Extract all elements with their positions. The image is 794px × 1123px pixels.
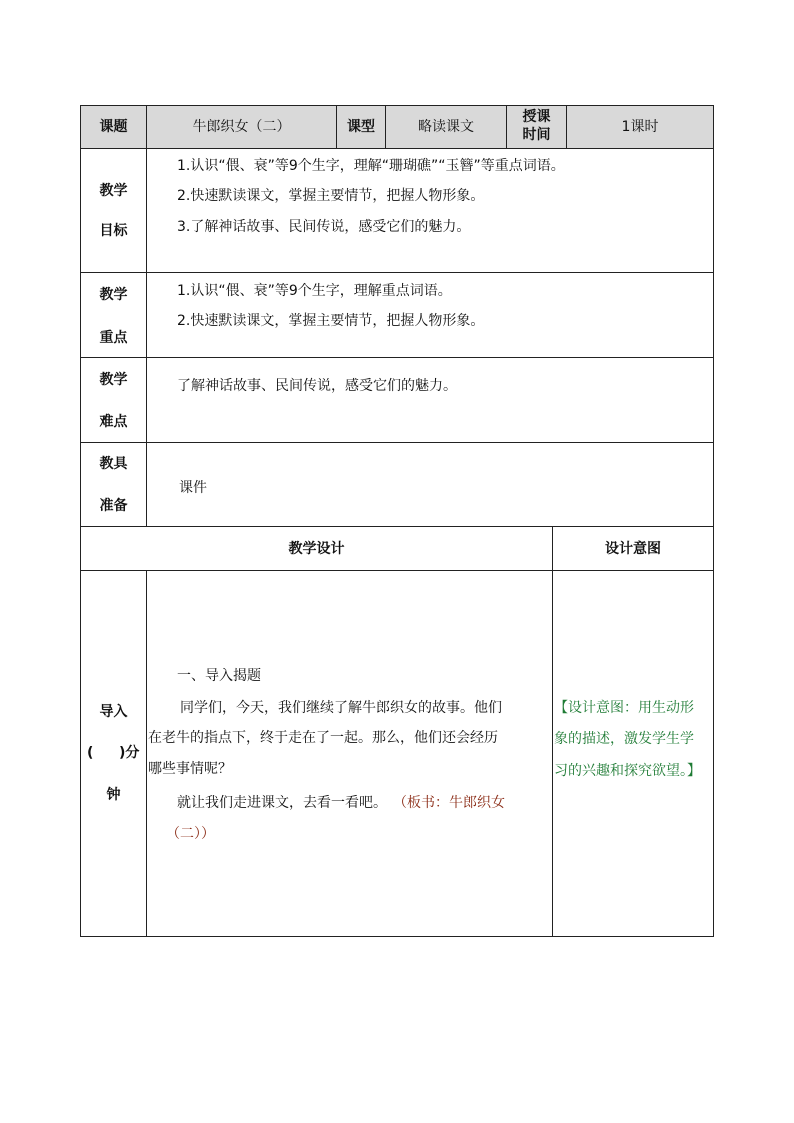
subject-value: 牛郎织女（二）: [192, 119, 291, 135]
difficulties-text: 了解神话故事、民间传说，感受它们的魅力。: [177, 378, 457, 394]
keypoint-item-2: 2.快速默读课文，掌握主要情节，把握人物形象。: [177, 313, 485, 329]
goals-label-line2: 目标: [99, 223, 128, 239]
time-label-line1: 授课: [522, 109, 551, 125]
time-label-line2: 时间: [522, 127, 551, 143]
intro-label-line2-open: (: [87, 745, 94, 761]
keypoint-item-1: 1.认识“偎、衰”等9个生字，理解重点词语。: [177, 283, 452, 299]
intro-label-line2-close: )分: [119, 745, 140, 761]
intro-content-cell: [146, 570, 553, 937]
type-label: 课型: [347, 119, 375, 135]
intent-text-line2: 象的描述，激发学生学: [554, 731, 694, 747]
intro-heading: 一、导入揭题: [177, 668, 261, 684]
difficulties-content-cell: [146, 357, 714, 443]
keypoints-label-line2: 重点: [99, 330, 128, 346]
blackboard-note-line2: （二））: [166, 826, 215, 842]
materials-text: 课件: [179, 480, 207, 496]
intro-paragraph2-text: 就让我们走进课文，去看一看吧。: [177, 795, 387, 811]
intent-text-line3: 习的兴趣和探究欲望。】: [554, 763, 701, 779]
design-header: 教学设计: [288, 541, 345, 557]
keypoints-label-line1: 教学: [99, 287, 128, 303]
difficulties-label-line1: 教学: [99, 372, 128, 388]
intro-paragraph1-line3: 哪些事情呢？: [148, 761, 232, 777]
intent-header: 设计意图: [605, 541, 661, 557]
goals-label-line1: 教学: [99, 183, 128, 199]
intro-intent-cell: [552, 570, 714, 937]
intent-text-line1: 【设计意图：用生动形: [554, 700, 694, 716]
difficulties-label-line2: 难点: [99, 414, 128, 430]
subject-label: 课题: [99, 119, 128, 135]
goals-label-cell: [80, 148, 147, 273]
intro-paragraph1-line1: 同学们，今天，我们继续了解牛郎织女的故事。他们: [180, 700, 502, 716]
type-value: 略读课文: [418, 119, 474, 135]
intro-label-line1: 导入: [99, 704, 128, 720]
goal-item-1: 1.认识“偎、衰”等9个生字，理解“珊瑚礁”“玉簪”等重点词语。: [177, 158, 565, 174]
intro-label-line3: 钟: [106, 787, 121, 803]
materials-label-line2: 准备: [99, 498, 128, 514]
blackboard-note-line1: （板书：牛郎织女: [393, 795, 505, 811]
materials-label-line1: 教具: [99, 456, 128, 472]
materials-content-cell: [146, 442, 714, 527]
intro-paragraph1-line2: 在老牛的指点下，终于走在了一起。那么，他们还会经历: [148, 730, 498, 746]
time-value: 1课时: [621, 119, 659, 135]
goal-item-2: 2.快速默读课文，掌握主要情节，把握人物形象。: [177, 188, 485, 204]
goal-item-3: 3.了解神话故事、民间传说，感受它们的魅力。: [177, 219, 471, 235]
